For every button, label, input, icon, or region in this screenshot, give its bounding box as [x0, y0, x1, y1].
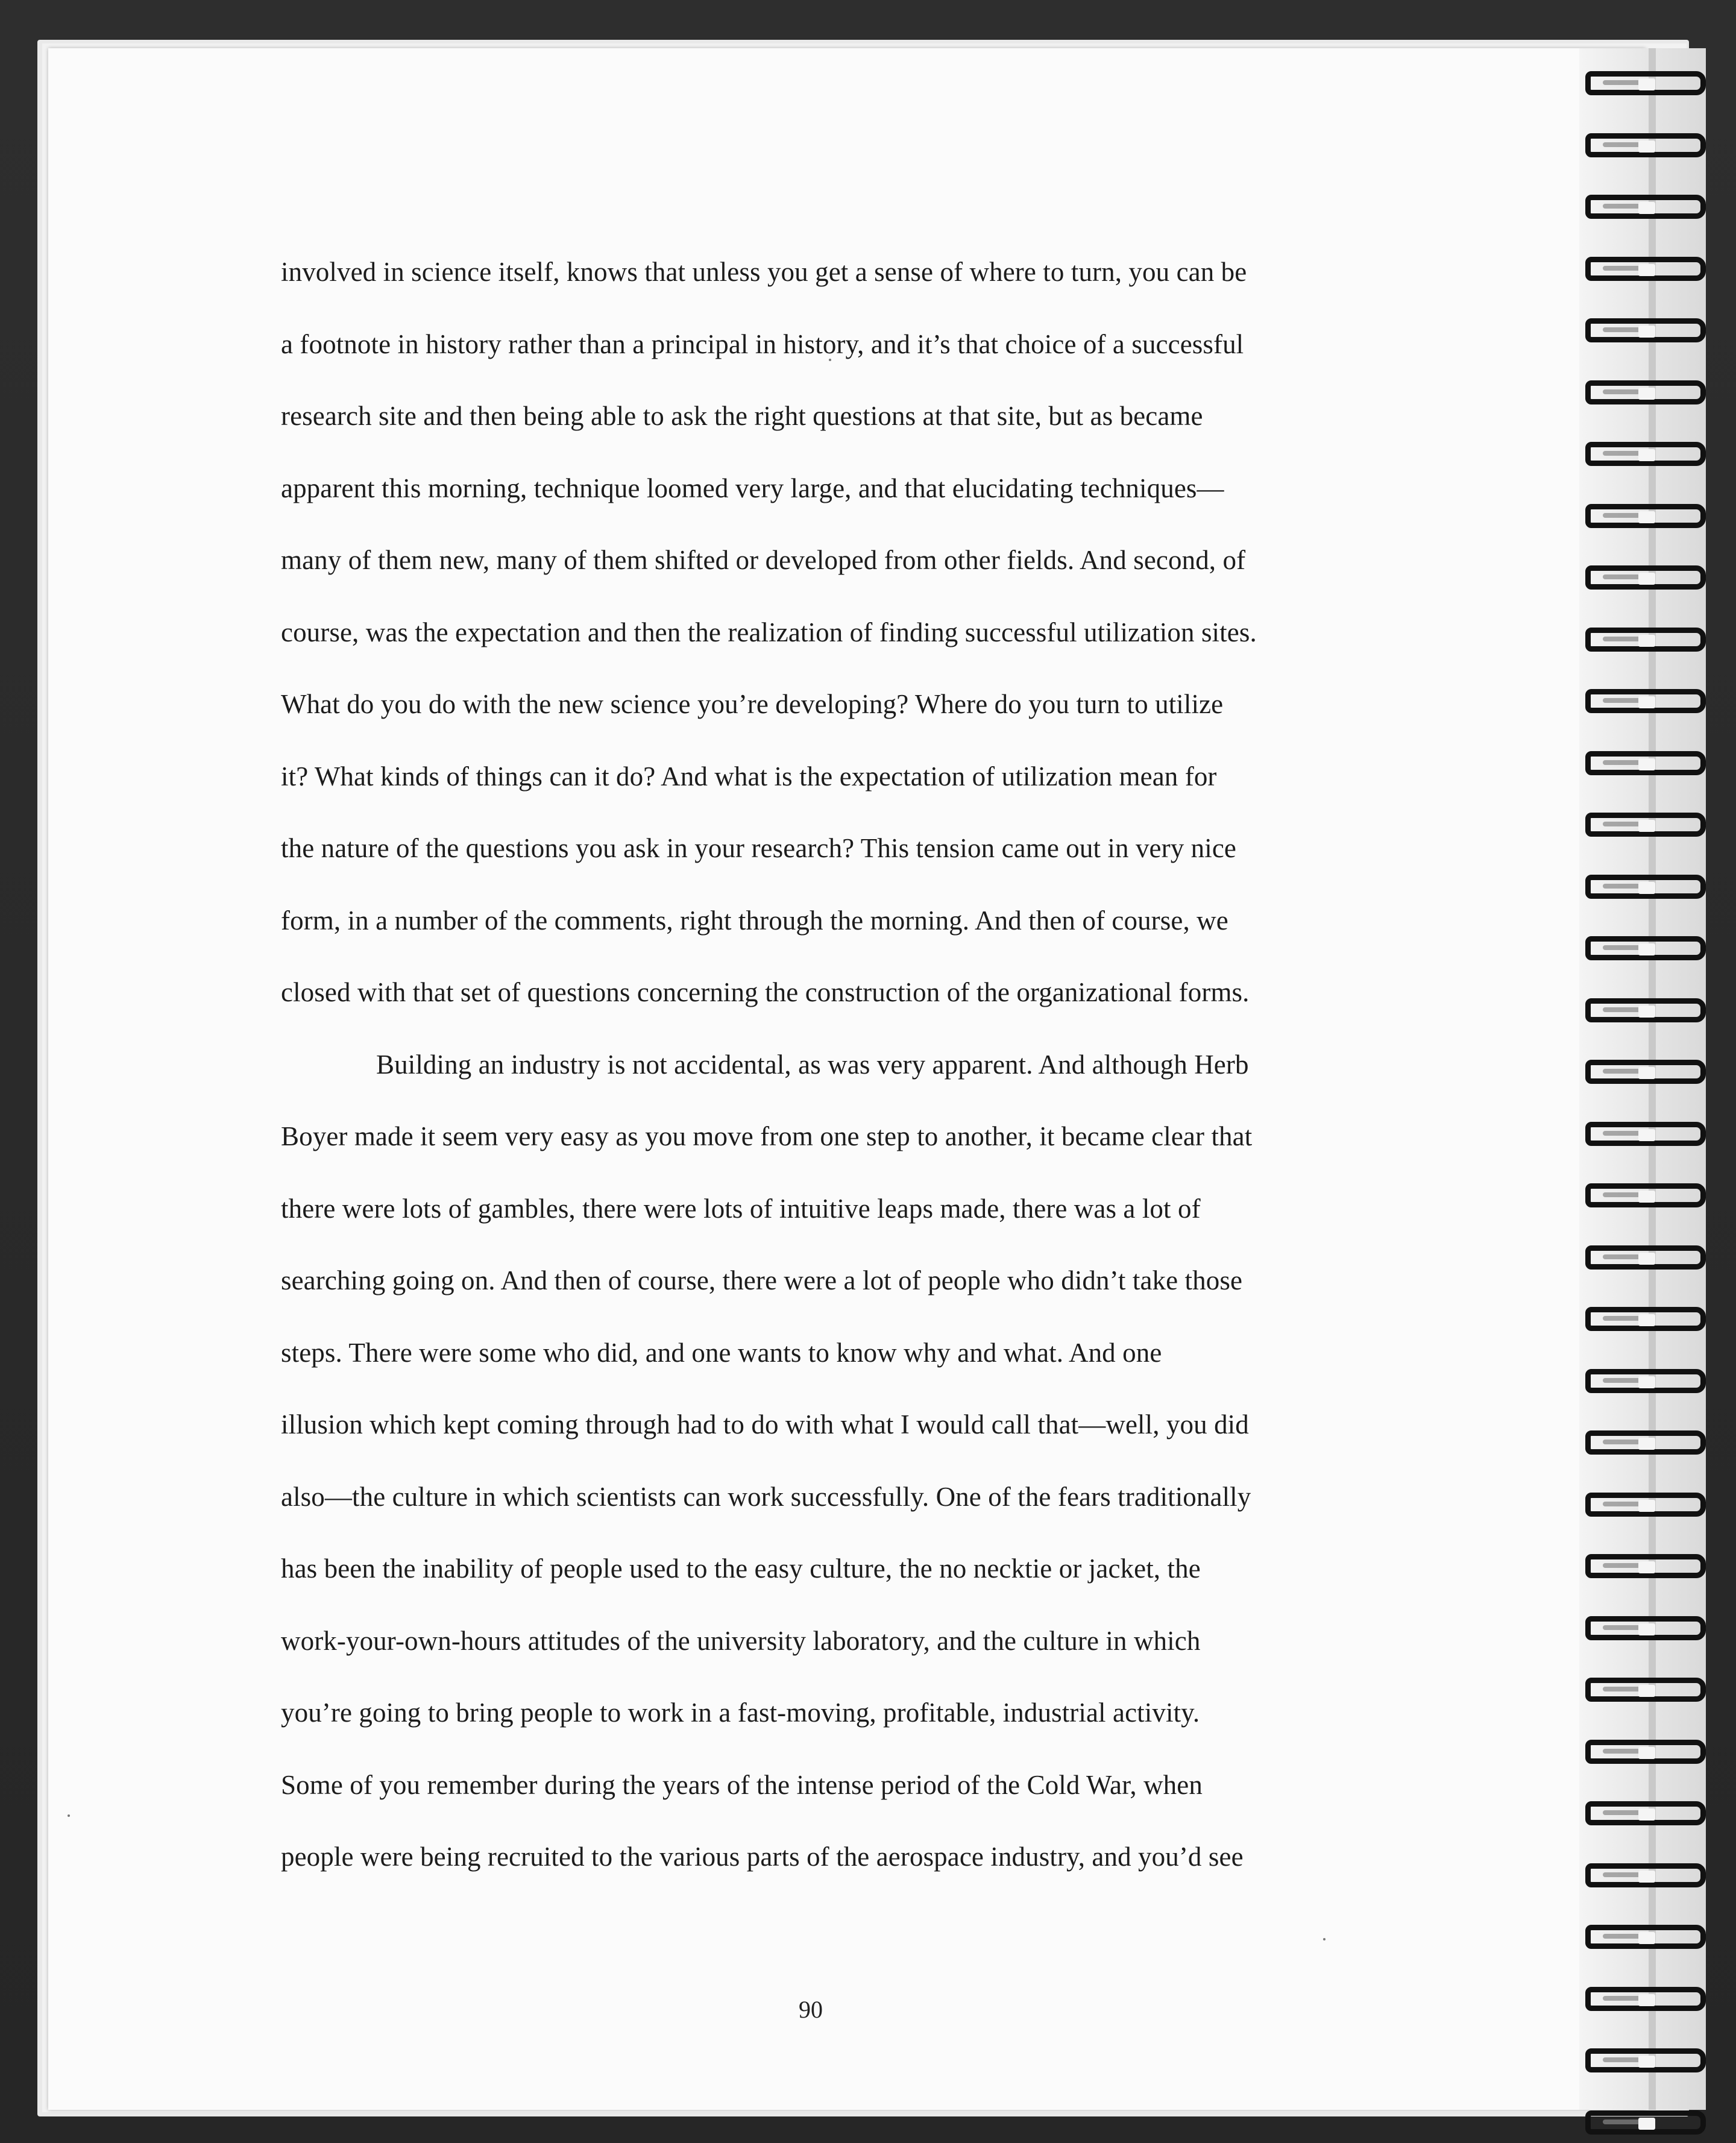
text-line: Boyer made it seem very easy as you move from one step to another, it became clear that: [281, 1121, 1253, 1151]
punch-hole: [1638, 696, 1655, 708]
text-line: apparent this morning, technique loomed very large, and that elucidating techniques—: [281, 473, 1224, 503]
punch-hole: [1638, 140, 1655, 153]
binding-coil: [1585, 318, 1712, 347]
text-line: there were lots of gambles, there were lots of intuitive leaps made, there was a lot of: [281, 1193, 1201, 1224]
binding-coil: [1585, 1740, 1712, 1769]
text-line: Some of you remember during the years of the intense period of the Cold War, when: [281, 1769, 1203, 1800]
binding-coil: [1585, 195, 1712, 224]
punch-hole: [1638, 1808, 1655, 1820]
binding-coil: [1585, 875, 1712, 904]
punch-hole: [1638, 449, 1655, 461]
binding-coil: [1585, 1554, 1712, 1583]
text-line: research site and then being able to ask the right questions at that site, but as became: [281, 401, 1203, 431]
paper-speck: [1323, 1938, 1326, 1940]
binding-coil: [1585, 813, 1712, 842]
punch-hole: [1638, 264, 1655, 276]
text-line: What do you do with the new science you’re developing? Where do you turn to utilize: [281, 689, 1224, 719]
punch-hole: [1638, 1005, 1655, 1018]
punch-hole: [1638, 1932, 1655, 1944]
punch-hole: [1638, 1623, 1655, 1635]
punch-hole: [1638, 1253, 1655, 1265]
text-line: many of them new, many of them shifted or developed from other fields. And second, of: [281, 545, 1246, 575]
punch-hole: [1638, 1376, 1655, 1388]
punch-hole: [1638, 202, 1655, 214]
binding-coil: [1585, 2110, 1712, 2139]
binding-coil: [1585, 689, 1712, 718]
binding-coil: [1585, 1925, 1712, 1954]
punch-hole: [1638, 1191, 1655, 1203]
punch-hole: [1638, 573, 1655, 585]
binding-coil: [1585, 1430, 1712, 1459]
text-line: involved in science itself, knows that unless you get a sense of where to turn, you can be: [281, 257, 1247, 287]
binding-coil: [1585, 1801, 1712, 1830]
punch-hole: [1638, 2118, 1655, 2130]
text-line: work-your-own-hours attitudes of the university laboratory, and the culture in which: [281, 1625, 1201, 1656]
punch-hole: [1638, 511, 1655, 523]
binding-coil: [1585, 1863, 1712, 1892]
punch-hole: [1638, 882, 1655, 894]
text-line: steps. There were some who did, and one wants to know why and what. And one: [281, 1337, 1162, 1368]
text-line: form, in a number of the comments, right through the morning. And then of course, we: [281, 905, 1228, 936]
binding-coil: [1585, 133, 1712, 162]
text-line: a footnote in history rather than a principal in history, and it’s that choice of a successful: [281, 329, 1244, 359]
binding-coil: [1585, 71, 1712, 100]
text-line: the nature of the questions you ask in your research? This tension came out in very nice: [281, 833, 1237, 863]
text-line: course, was the expectation and then the realization of finding successful utilization sites.: [281, 617, 1257, 647]
binding-coil: [1585, 628, 1712, 656]
binding-coil: [1585, 1616, 1712, 1645]
text-line: closed with that set of questions concerning the construction of the organizational forms.: [281, 977, 1250, 1007]
binding-coil: [1585, 1245, 1712, 1274]
binding-coil: [1585, 2048, 1712, 2077]
punch-hole: [1638, 1500, 1655, 1512]
text-line: also—the culture in which scientists can work successfully. One of the fears traditionally: [281, 1481, 1251, 1512]
punch-hole: [1638, 758, 1655, 770]
paper-speck: [829, 359, 831, 361]
punch-hole: [1638, 1561, 1655, 1573]
punch-hole: [1638, 820, 1655, 832]
page-number: [0, 1995, 1694, 2024]
binding-coil: [1585, 1307, 1712, 1336]
punch-hole: [1638, 388, 1655, 400]
text-line: you’re going to bring people to work in a fast-moving, profitable, industrial activity.: [281, 1698, 1200, 1728]
punch-hole: [1638, 635, 1655, 647]
paper-speck: [68, 1814, 70, 1817]
punch-hole: [1638, 1067, 1655, 1079]
binding-coil: [1585, 1493, 1712, 1521]
text-line: searching going on. And then of course, there were a lot of people who didn’t take those: [281, 1265, 1243, 1295]
punch-hole: [1638, 1314, 1655, 1326]
punch-hole: [1638, 326, 1655, 338]
text-line: people were being recruited to the various parts of the aerospace industry, and you’d see: [281, 1842, 1244, 1872]
binding-coil: [1585, 936, 1712, 965]
paragraph-start-line: Building an industry is not accidental, as was very apparent. And although Herb: [376, 1049, 1249, 1080]
punch-hole: [1638, 943, 1655, 955]
binding-coil: [1585, 1183, 1712, 1212]
binding-coil: [1585, 442, 1712, 471]
punch-hole: [1638, 1438, 1655, 1450]
binding-coil: [1585, 504, 1712, 533]
binding-coil: [1585, 1060, 1712, 1089]
punch-hole: [1638, 1747, 1655, 1759]
text-line: it? What kinds of things can it do? And what is the expectation of utilization mean for: [281, 761, 1217, 791]
body-text: [281, 236, 1474, 1893]
punch-hole: [1638, 1871, 1655, 1883]
punch-hole: [1638, 2056, 1655, 2068]
page-number-text: 90: [799, 1996, 823, 2023]
binding-coil: [1585, 1678, 1712, 1707]
binding-coil: [1585, 1369, 1712, 1398]
binding-coil: [1585, 998, 1712, 1027]
punch-hole: [1638, 1129, 1655, 1141]
binding-coil: [1585, 565, 1712, 594]
binding-coil: [1585, 380, 1712, 409]
text-line: illusion which kept coming through had to do with what I would call that—well, you did: [281, 1409, 1249, 1440]
binding-coil: [1585, 257, 1712, 286]
binding-coil: [1585, 751, 1712, 780]
punch-hole: [1638, 78, 1655, 90]
text-line: has been the inability of people used to the easy culture, the no necktie or jacket, the: [281, 1553, 1201, 1584]
punch-hole: [1638, 1685, 1655, 1697]
binding-coil: [1585, 1122, 1712, 1151]
